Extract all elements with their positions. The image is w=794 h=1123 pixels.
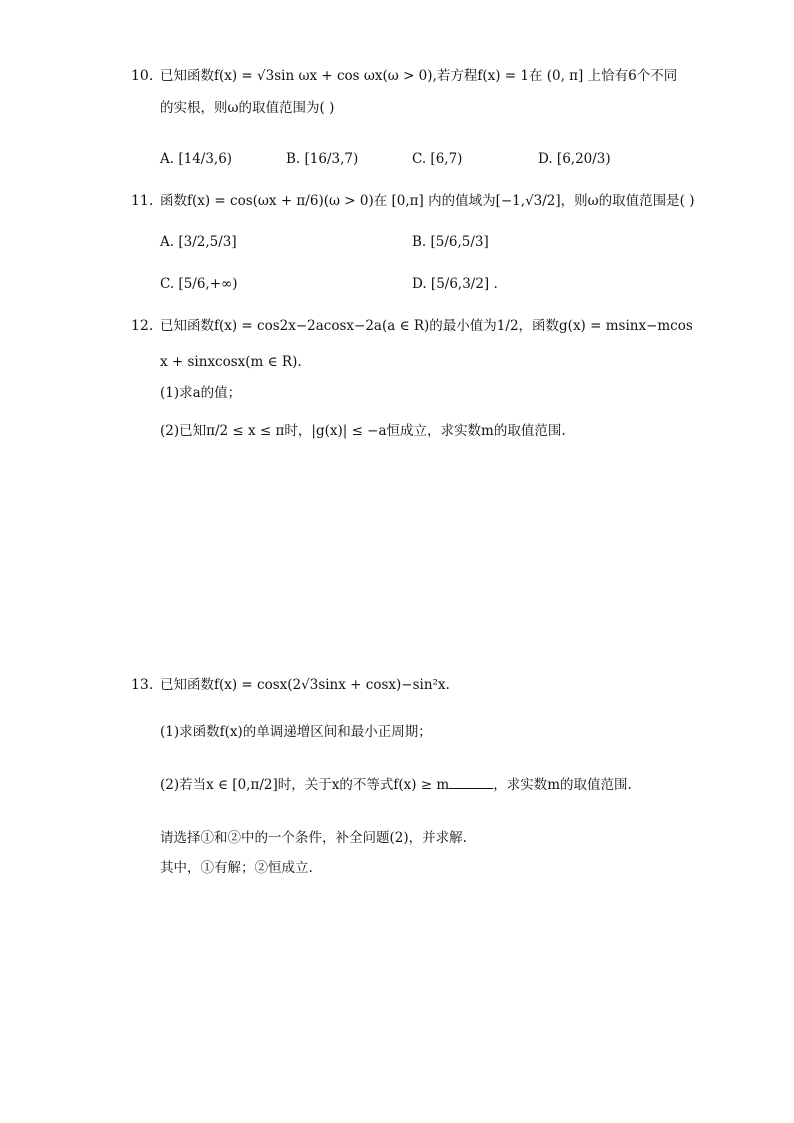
answer-blank[interactable] [449, 774, 493, 789]
q10-number: 10. [131, 68, 154, 84]
q13-part2-text-a: (2)若当x ∈ [0,π/2]时，关于x的不等式f(x) ≥ m [160, 777, 450, 793]
q13-number: 13. [131, 677, 154, 693]
q13-part1: (1)求函数f(x)的单调递增区间和最小正周期； [160, 724, 432, 740]
q11-number: 11. [131, 193, 154, 209]
q13-part2-text-b: ，求实数m的取值范围. [493, 777, 632, 793]
q10-option-a: A. [14/3,6) [160, 151, 233, 167]
q12-stem-line2: x + sinxcosx(m ∈ R). [160, 354, 302, 370]
q12-part1: (1)求a的值； [160, 385, 242, 401]
q13-instruction: 请选择①和②中的一个条件，补全问题(2)，并求解. [160, 830, 467, 846]
q13-stem: 已知函数f(x) = cosx(2√3sinx + cosx)−sin²x. [160, 677, 450, 693]
q11-stem: 函数f(x) = cos(ωx + π/6)(ω > 0)在 [0,π] 内的值域为[−1,√3/2]，则ω的取值范围是( ) [160, 193, 695, 209]
q11-option-a: A. [3/2,5/3] [160, 234, 237, 250]
q12-number: 12. [131, 318, 154, 334]
q11-option-b: B. [5/6,5/3] [412, 234, 489, 250]
q10-stem-line1: 已知函数f(x) = √3sin ωx + cos ωx(ω > 0),若方程f(x) = 1在 (0, π] 上恰有6个不同 [160, 68, 678, 84]
q10-option-c: C. [6,7) [412, 151, 463, 167]
q12-part2: (2)已知π/2 ≤ x ≤ π时，|g(x)| ≤ −a恒成立，求实数m的取值范围. [160, 423, 566, 439]
q12-stem-line1: 已知函数f(x) = cos2x−2acosx−2a(a ∈ R)的最小值为1/2，函数g(x) = msinx−mcos [160, 318, 693, 334]
q11-option-c: C. [5/6,+∞) [160, 276, 238, 292]
q13-conditions: 其中，①有解；②恒成立. [160, 860, 313, 876]
q11-option-d: D. [5/6,3/2] . [412, 276, 498, 292]
q10-option-b: B. [16/3,7) [286, 151, 359, 167]
q10-option-d: D. [6,20/3) [538, 151, 611, 167]
q10-stem-line2: 的实根，则ω的取值范围为( ) [160, 100, 335, 116]
q13-part2 [160, 774, 632, 795]
